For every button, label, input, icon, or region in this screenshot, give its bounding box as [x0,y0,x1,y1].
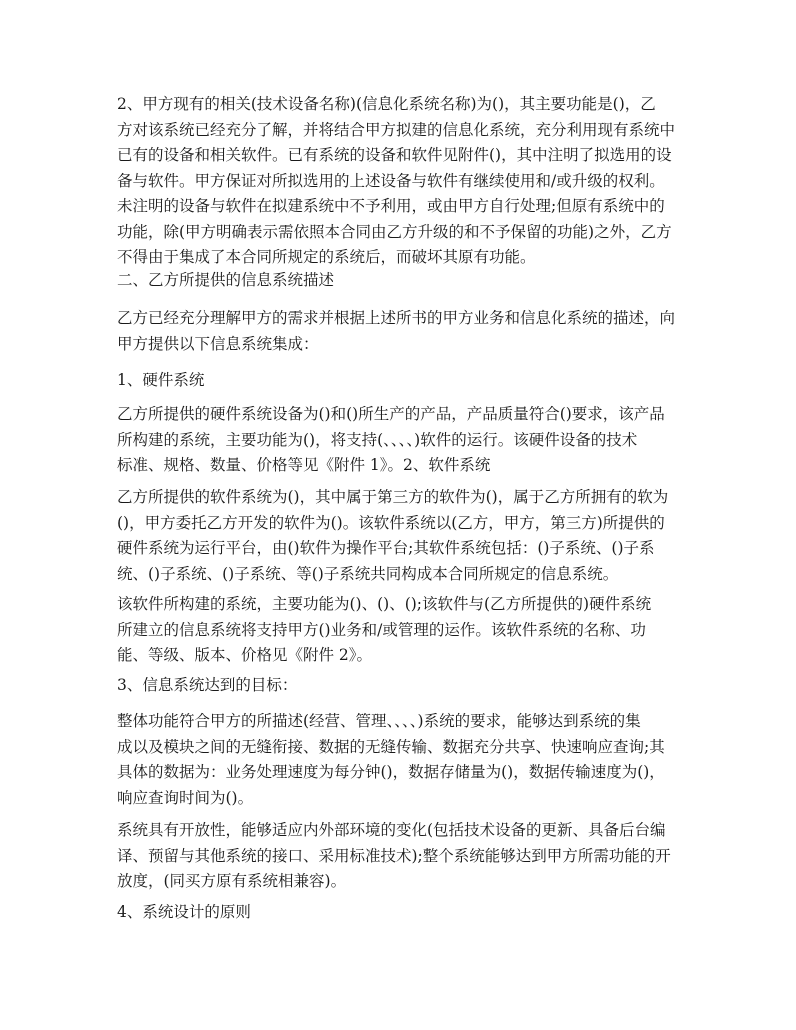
text-line: 甲方提供以下信息系统集成： [117,334,319,353]
text-line: 备与软件。甲方保证对所拟选用的上述设备与软件有继续使用和/或升级的权利。 [117,171,665,190]
text-line: 所建立的信息系统将支持甲方()业务和/或管理的运作。该软件系统的名称、功 [117,620,646,639]
paragraph-system-intro [117,306,683,357]
text-line: 成以及模块之间的无缝衔接、数据的无缝传输、数据充分共享、快速响应查询;其 [117,737,665,756]
text-line: 已有的设备和相关软件。已有系统的设备和软件见附件()，其中注明了拟选用的设 [117,146,672,164]
paragraph-existing-system [117,92,683,271]
text-line: 乙方所提供的硬件系统设备为()和()所生产的产品，产品质量符合()要求，该产品 [117,405,665,423]
subheading-goals [117,673,683,699]
text-line: 1、硬件系统 [117,371,205,389]
text-line: 二、乙方所提供的信息系统描述 [117,271,335,289]
text-line: 方对该系统已经充分了解，并将结合甲方拟建的信息化系统，充分利用现有系统中 [117,120,676,139]
paragraph-software [117,485,683,587]
text-line: 译、预留与其他系统的接口、采用标准技术);整个系统能够达到甲方所需功能的开 [117,846,671,865]
paragraph-software-functions [117,592,683,669]
paragraph-hardware [117,402,683,479]
text-line: 乙方已经充分理解甲方的需求并根据上述所书的甲方业务和信息化系统的描述，向 [117,309,676,327]
text-line: 3、信息系统达到的目标： [117,676,298,694]
text-line: 响应查询时间为()。 [117,788,254,807]
text-line: 不得由于集成了本合同所规定的系统后，而破坏其原有功能。 [117,248,536,266]
text-line: 功能，除(甲方明确表示需依照本合同由乙方升级的和不予保留的功能)之外，乙方 [117,222,672,241]
text-line: 标准、规格、数量、价格等见《附件 1》。2、软件系统 [117,456,491,474]
text-line: 2、甲方现有的相关(技术设备名称)(信息化系统名称)为()，其主要功能是()，乙 [117,95,656,113]
paragraph-goals [117,709,683,811]
text-line: 乙方所提供的软件系统为()，其中属于第三方的软件为()，属于乙方所拥有的软为 [117,488,669,506]
subheading-hardware [117,368,683,394]
text-line: 统、()子系统、()子系统、等()子系统共同构成本合同所规定的信息系统。 [117,564,619,583]
text-line: 该软件所构建的系统，主要功能为()、()、();该软件与(乙方所提供的)硬件系统 [117,595,652,613]
text-line: 4、系统设计的原则 [117,903,251,921]
section-heading-system-description [117,268,683,294]
text-line: 硬件系统为运行平台，由()软件为操作平台;其软件系统包括：()子系统、()子系 [117,539,655,557]
text-line: 具体的数据为：业务处理速度为每分钟()，数据存储量为()，数据传输速度为()， [117,763,665,781]
text-line: ()，甲方委托乙方开发的软件为()。该软件系统以(乙方，甲方，第三方)所提供的 [117,513,665,532]
text-line: 能、等级、版本、价格见《附件 2》。 [117,646,373,664]
text-line: 系统具有开放性，能够适应内外部环境的变化(包括技术设备的更新、具备后台编 [117,821,666,839]
text-line: 所构建的系统，主要功能为()，将支持(、、、、)软件的运行。该硬件设备的技术 [117,430,638,449]
text-line: 放度，(同买方原有系统相兼容)。 [117,872,347,890]
paragraph-openness [117,818,683,895]
text-line: 整体功能符合甲方的所描述(经营、管理、、、、)系统的要求，能够达到系统的集 [117,712,641,730]
text-line: 未注明的设备与软件在拟建系统中不予利用，或由甲方自行处理;但原有系统中的 [117,197,665,215]
subheading-design-principles [117,900,683,926]
